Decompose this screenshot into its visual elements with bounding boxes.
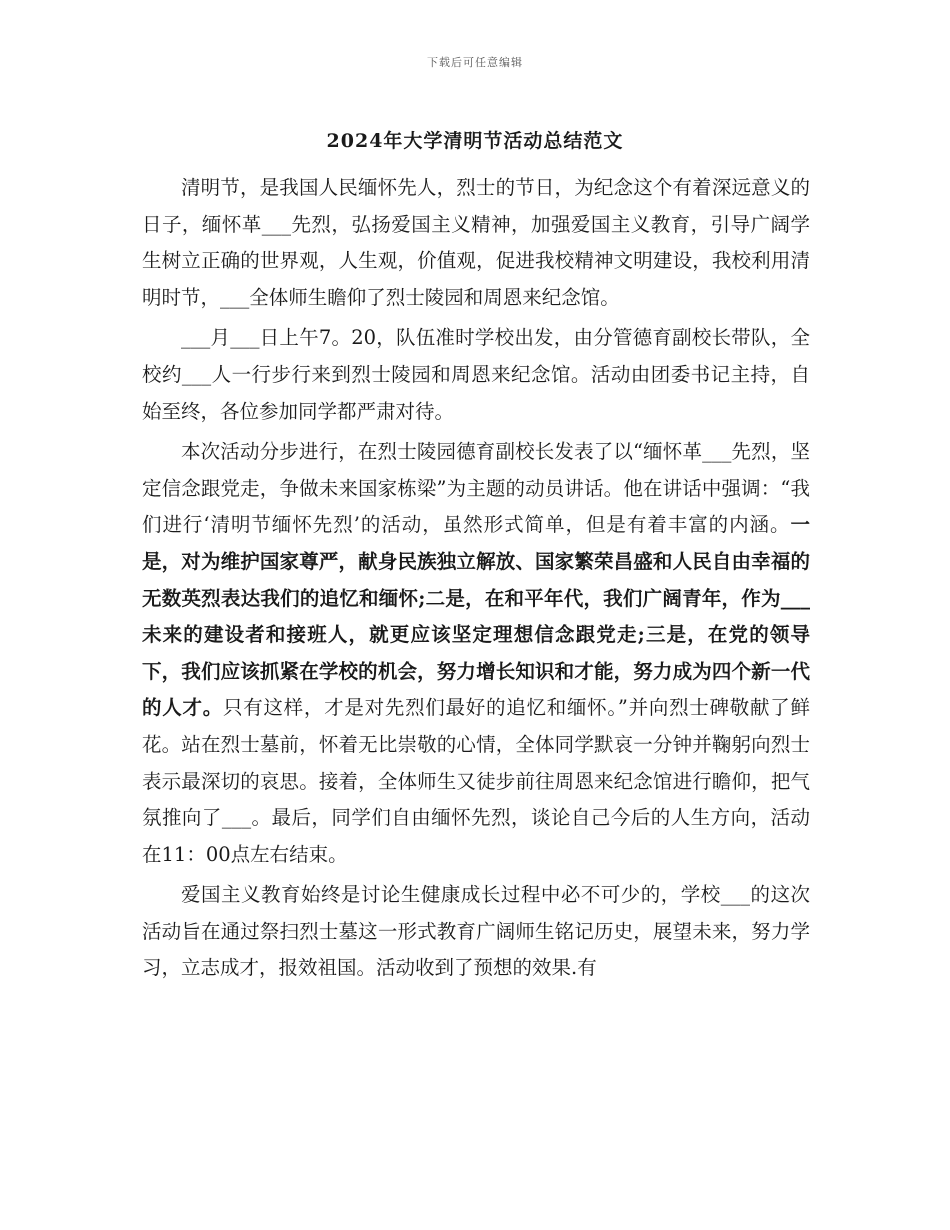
document-title: 2024年大学清明节活动总结范文 (326, 130, 624, 152)
paragraph-4: 爱国主义教育始终是讨论生健康成长过程中必不可少的，学校___的这次活动旨在通过祭扫烈士墓这一形式教育广阔师生铭记历史，展望未来，努力学习，立志成才，报效祖国。活动收到了预想的效果.有 (142, 883, 810, 980)
document-body (142, 170, 810, 991)
paragraph-1: 清明节，是我国人民缅怀先人，烈士的节日，为纪念这个有着深远意义的日子，缅怀革___先烈，弘扬爱国主义精神，加强爱国主义教育，引导广阔学生树立正确的世界观，人生观，价值观，促进我校精神文明建设，我校利用清明时节，___全体师生瞻仰了烈士陵园和周恩来纪念馆。 (142, 176, 810, 309)
paragraph-3-intro: 本次活动分步进行，在烈士陵园德育副校长发表了以“缅怀革___先烈，坚定信念跟党走，争做未来国家栋梁”为主题的动员讲话。他在讲话中强调：“我们进行‘清明节缅怀先烈’的活动，虽然形式简单，但是有着丰富的内涵。 (142, 440, 810, 537)
paragraph-3-conclusion: 只有这样，才是对先烈们最好的追忆和缅怀。”并向烈士碑敬献了鲜花。站在烈士墓前，怀着无比崇敬的心情，全体同学默哀一分钟并鞠躬向烈士表示最深切的哀思。接着，全体师生又徒步前往周恩来纪念馆进行瞻仰，把气氛推向了___。最后，同学们自由缅怀先烈，谈论自己今后的人生方向，活动在11：00点左右结束。 (142, 696, 810, 866)
paragraph-3 (142, 434, 810, 873)
page-header-note: 下载后可任意编辑 (427, 56, 523, 69)
paragraph-2: ___月___日上午7。20，队伍准时学校出发，由分管德育副校长带队，全校约___人一行步行来到烈士陵园和周恩来纪念馆。活动由团委书记主持，自始至终，各位参加同学都严肃对待。 (142, 326, 810, 423)
paragraph-3-bold-points: 一是，对为维护国家尊严，献身民族独立解放、国家繁荣昌盛和人民自由幸福的无数英烈表达我们的追忆和缅怀;二是，在和平年代，我们广阔青年，作为___未来的建设者和接班人，就更应该坚定理想信念跟党走;三是，在党的领导下，我们应该抓紧在学校的机会，努力增长知识和才能，努力成为四个新一代的人才。 (142, 513, 810, 720)
